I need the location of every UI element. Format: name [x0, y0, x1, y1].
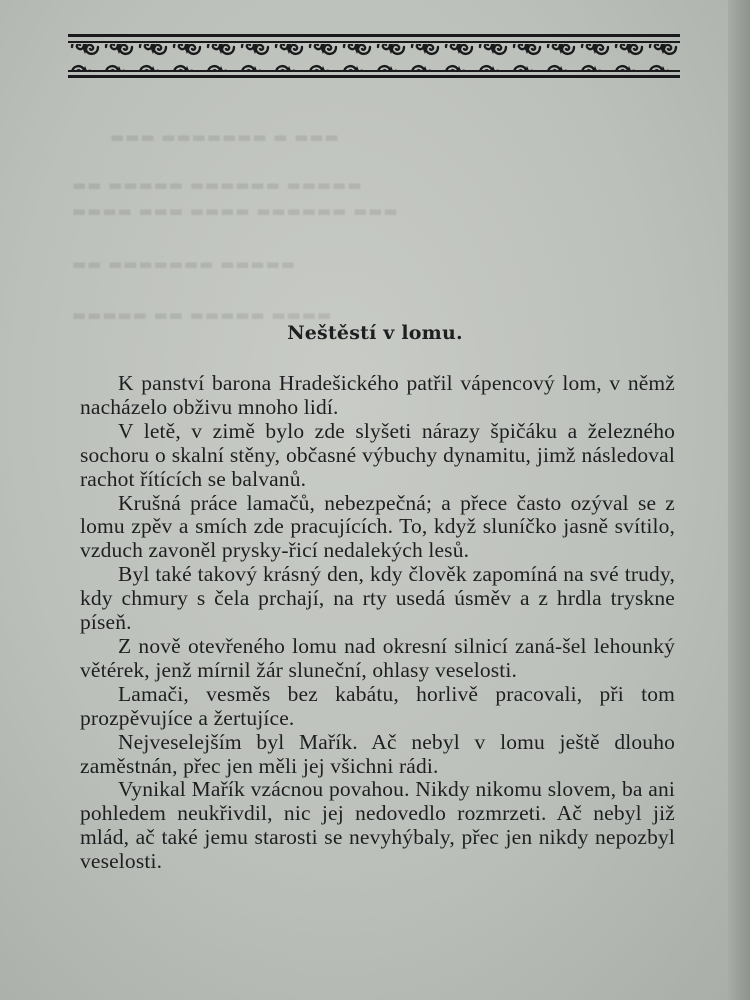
chapter-title: Neštěstí v lomu. [287, 322, 463, 344]
paragraph: Krušná práce lamačů, nebezpečná; a přece často ozýval se z lomu zpěv a smích zde pracujících. To, když sluníčko jasně svítilo, vzduch zavoněl prysky-řicí nedalekých lesů. [80, 490, 675, 563]
greek-scroll-border-icon [68, 34, 680, 78]
paragraph: Vynikal Mařík vzácnou povahou. Nikdy nikomu slovem, ba ani pohledem neukřivdil, nic jej nedovedlo rozmrzeti. Ač nebyl již mlád, ač také jemu starosti se nevyhýbaly, přec jen nikdy nepozbyl veselosti. [80, 777, 675, 874]
bleed-through-text: ▬▬ ▬▬▬▬▬ ▬▬▬▬▬▬ ▬▬▬▬▬ [72, 176, 363, 194]
paragraph: K panství barona Hradešického patřil vápencový lom, v němž nacházelo obživu mnoho lidí. [80, 371, 675, 419]
paragraph: V letě, v zimě bylo zde slyšeti nárazy špičáku a železného sochoru o skalní stěny, občasné výbuchy dynamitu, jimž následoval rachot řítících se balvanů. [80, 418, 675, 491]
paragraph: Byl také takový krásný den, kdy člověk zapomíná na své trudy, kdy chmury s čela prchají, na rty usedá úsměv a z hrdla tryskne píseň. [80, 562, 675, 635]
bleed-through-text: ▬▬ ▬▬▬▬▬▬▬ ▬▬▬▬▬ [72, 255, 296, 273]
bleed-through-text: ▬▬▬▬▬ ▬▬ ▬▬▬▬▬ ▬▬▬▬ [72, 306, 333, 324]
body-text [80, 372, 675, 874]
paragraph: Z nově otevřeného lomu nad okresní silnicí zaná-šel lehounký větérek, jenž mírnil žár sluneční, ohlasy veselosti. [80, 633, 675, 682]
page-edge [728, 0, 750, 1000]
bleed-through-text: ▬▬▬▬ ▬▬▬ ▬▬▬▬ ▬▬▬▬▬▬ ▬▬▬ [72, 202, 399, 220]
paragraph: Lamači, vesměs bez kabátu, horlivě pracovali, při tom prozpěvujíce a žertujíce. [80, 681, 675, 730]
paragraph: Nejveselejším byl Mařík. Ač nebyl v lomu ještě dlouho zaměstnán, přec jen měli jej všichni rádi. [80, 729, 675, 778]
bleed-through-text: ▬▬▬ ▬▬▬▬▬▬▬ ▬ ▬▬▬ [110, 128, 340, 146]
